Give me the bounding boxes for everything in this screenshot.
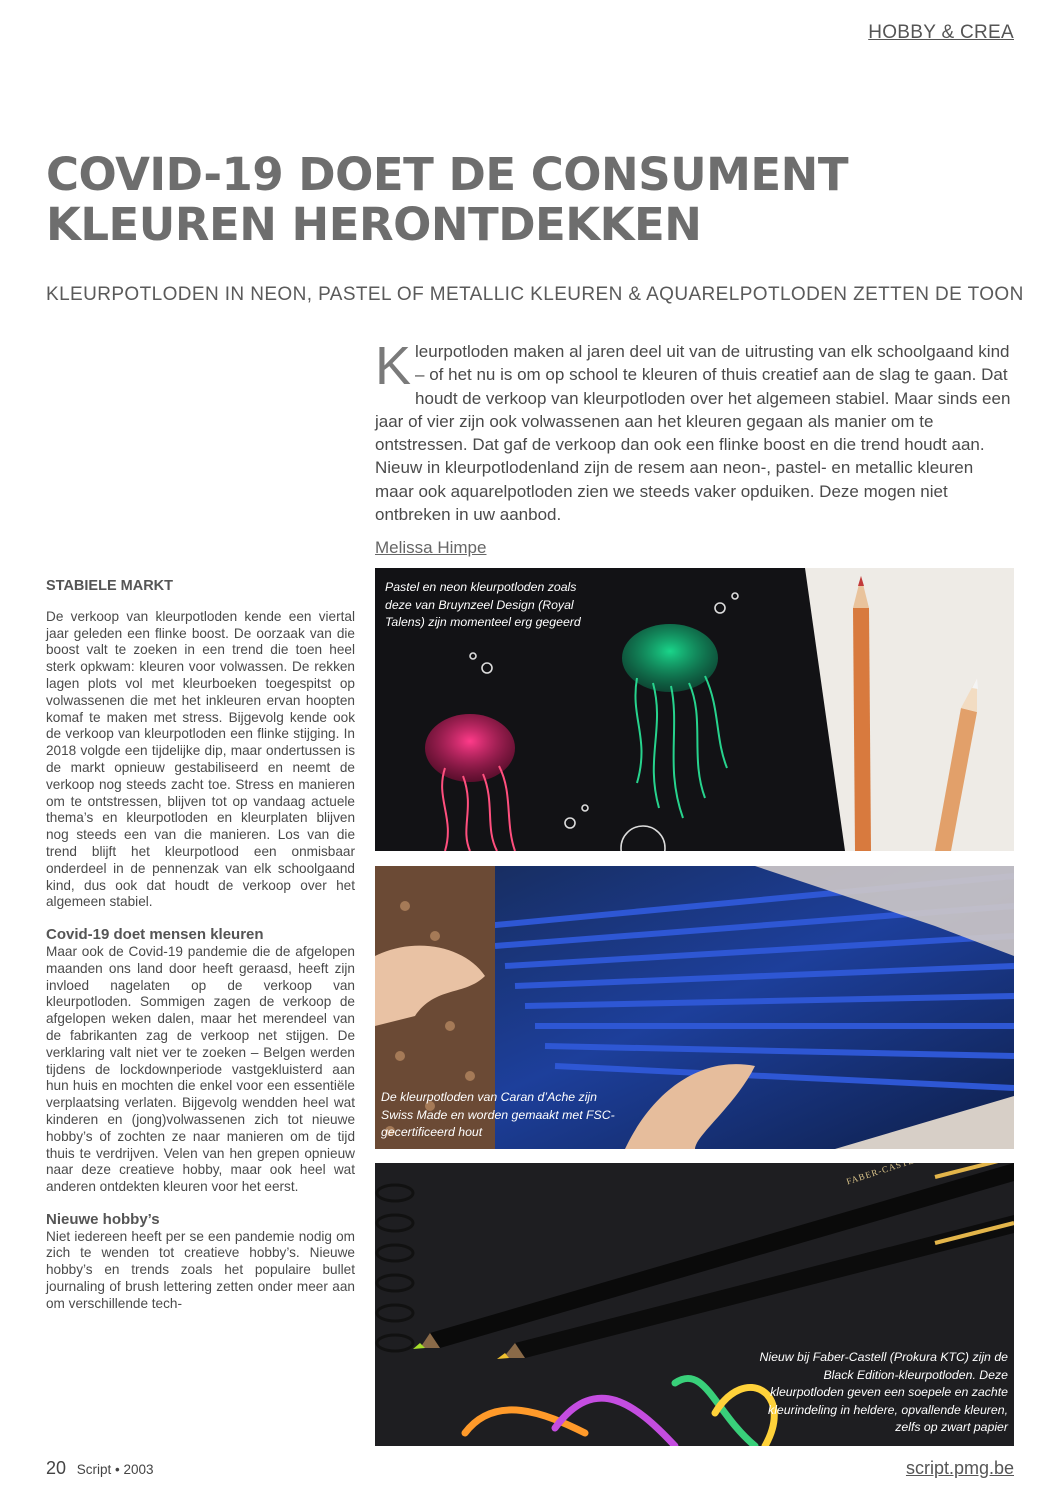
title-line-1: COVID-19 DOET DE CONSUMENT <box>46 148 849 201</box>
body-paragraph-1: De verkoop van kleurpotloden kende een viertal jaar geleden een flinke boost. De oorzaak van die boost valt te zoeken in een trend die toen heel sterk opkwam: kleuren voor volwassen. De rekken lagen plots vol met kleurboeken toegespitst op volwassenen die met het inkleuren ervan hoopten komaf te maken met stress. Bijgevolg kende ook de verkoop van kleurpotloden een flinke stijging. In 2018 volgde een tijdelijke dip, maar ondertussen is de markt opnieuw gestabiliseerd en neemt de verkoop nog steeds zacht toe. Stress en manieren om te ontstressen, blijven tot op vandaag actuele thema’s en kleurpotloden en kleurplaten blijven nog steeds een van die manieren. Los van die trend blijft het kleurpotlood een onmisbaar onderdeel in de pennenzak van elk schoolgaand kind, dus ook dat houdt de verkoop over het algemeen stabiel. <box>46 608 355 910</box>
body-paragraph-3: Niet iedereen heeft per se een pandemie nodig om zich te wenden tot creatieve hobby’s. Nieuwe hobby’s en trends zoals het populaire bullet journaling of brush lettering zetten onder meer aan om verschillende tech- <box>46 1228 355 1311</box>
photo-faber-castell-black-edition <box>375 1163 1014 1446</box>
body-paragraph-2: Maar ook de Covid-19 pandemie die de afgelopen maanden ons land door heeft geraasd, heeft zijn invloed nagelaten op de verkoop van kleurpotloden. Sommigen zagen de verkoop de afgelopen weken dalen, maar het merendeel van de fabrikanten zag de verkoop net stijgen. De verklaring valt niet ver te zoeken – Belgen werden tijdens de lockdownperiode vastgekluisterd aan hun huis en mochten die enkel voor een essentiële verplaatsing verlaten. Bijgevolg wendden heel wat kinderen en (jong)volwassenen zich tot nieuwe hobby’s of zochten ze naar manieren om de tijd thuis te verdrijven. Velen van hen grepen opnieuw naar deze creatieve hobby, maar ook heel wat anderen ontdekten kleuren voor het eerst. <box>46 943 355 1195</box>
section-tag[interactable]: HOBBY & CREA <box>868 22 1014 43</box>
photo3-caption: Nieuw bij Faber-Castell (Prokura KTC) zijn de Black Edition-kleurpotloden. Deze kleurpotloden geven een soepele en zachte kleurindeling in heldere, opvallende kleuren, zelfs op zwart papier <box>759 1350 1008 1434</box>
drop-cap: K <box>375 336 412 396</box>
section-heading-hobbys: Nieuwe hobby’s <box>46 1210 160 1228</box>
intro-paragraph <box>375 336 1015 526</box>
photo-caran-dache-pencils <box>375 866 1014 1149</box>
photo2-caption: De kleurpotloden van Caran d’Ache zijn Swiss Made en worden gemaakt met FSC-gecertificeerd hout <box>381 1090 615 1139</box>
photo1-caption: Pastel en neon kleurpotloden zoals deze van Bruynzeel Design (Royal Talens) zijn momenteel erg gegeerd <box>385 580 581 629</box>
article-title <box>46 150 1006 250</box>
page-footer <box>46 1458 154 1479</box>
intro-text: leurpotloden maken al jaren deel uit van de uitrusting van elk schoolgaand kind – of het nu is om op school te kleuren of thuis creatief aan de slag te gaan. Dat houdt de verkoop van kleurpotloden over het algemeen stabiel. Maar sinds een jaar of vier zijn ook volwassenen aan het kleuren gegaan als manier om te ontstressen. Dat gaf de verkoop dan ook een flinke boost en die trend houdt aan. Nieuw in kleurpotlodenland zijn de resem aan neon-, pastel- en metallic kleuren maar ook aquarelpotloden zien we steeds vaker opduiken. Deze mogen niet ontbreken in uw aanbod. <box>375 342 1011 525</box>
body-column <box>46 578 355 1313</box>
article-subtitle: KLEURPOTLODEN IN NEON, PASTEL OF METALLIC KLEUREN & AQUARELPOTLODEN ZETTEN DE TOON <box>46 284 1024 305</box>
website-link[interactable]: script.pmg.be <box>905 1458 1014 1478</box>
title-line-2: KLEUREN HERONTDEKKEN <box>46 198 702 251</box>
section-heading-stabiele-markt: STABIELE MARKT <box>46 578 174 594</box>
page-number: 20 <box>46 1458 67 1478</box>
publication-label: Script • 2003 <box>76 1462 154 1477</box>
photo-jellyfish-drawing <box>375 568 1014 851</box>
author-link[interactable]: Melissa Himpe <box>375 538 487 557</box>
section-heading-covid: Covid-19 doet mensen kleuren <box>46 926 264 944</box>
